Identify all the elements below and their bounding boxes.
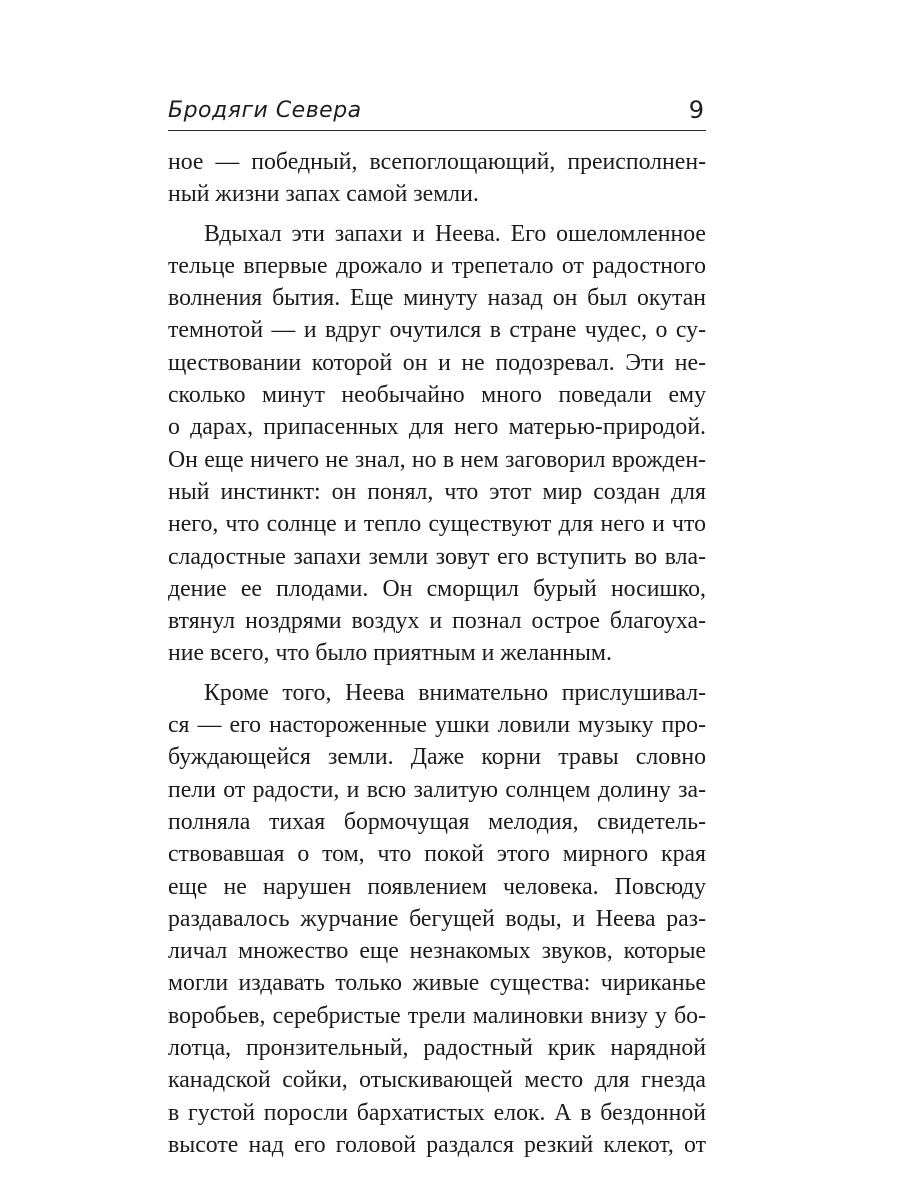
- text-line: раздавалось журчание бегущей воды, и Неева раз-: [168, 905, 706, 932]
- body-text: [168, 146, 706, 1161]
- text-line: личал множество еще незнакомых звуков, которые: [168, 938, 706, 965]
- text-line: о дарах, припасенных для него матерью-природой.: [168, 414, 706, 441]
- text-line: Он еще ничего не знал, но в нем заговорил врожден-: [168, 446, 706, 473]
- text-line: ся — его настороженные ушки ловили музыку про-: [168, 712, 706, 739]
- text-line: ный жизни запах самой земли.: [168, 181, 479, 208]
- text-line: ный инстинкт: он понял, что этот мир создан для: [168, 478, 706, 505]
- text-line: Вдыхал эти запахи и Неева. Его ошеломленное: [204, 220, 706, 247]
- text-line: высоте над его головой раздался резкий клекот, от: [168, 1131, 706, 1158]
- text-line: ществовании которой он и не подозревал. Эти не-: [168, 349, 706, 376]
- running-title: Бродяги Севера: [168, 98, 362, 123]
- paragraph-gap: [168, 670, 706, 677]
- text-line: в густой поросли бархатистых елок. А в бездонной: [168, 1099, 706, 1126]
- text-line: еще не нарушен появлением человека. Повсюду: [168, 873, 706, 900]
- text-line: ствовавшая о том, что покой этого мирного края: [168, 841, 706, 868]
- text-line: дение ее плодами. Он сморщил бурый носишко,: [168, 575, 706, 602]
- running-head: [168, 96, 706, 131]
- text-line: сладостные запахи земли зовут его вступить во вла-: [168, 543, 706, 570]
- text-line: ное — победный, всепоглощающий, преисполнен-: [168, 149, 706, 175]
- text-line: лотца, пронзительный, радостный крик нарядной: [168, 1035, 706, 1062]
- text-line: тельце впервые дрожало и трепетало от радостного: [168, 252, 706, 279]
- text-line: полняла тихая бормочущая мелодия, свидетель-: [168, 808, 706, 835]
- paragraph-gap: [168, 211, 706, 218]
- text-line: сколько минут необычайно много поведали ему: [168, 382, 706, 409]
- text-line: втянул ноздрями воздух и познал острое благоуха-: [168, 608, 706, 635]
- text-line: канадской сойки, отыскивающей место для гнезда: [168, 1067, 706, 1094]
- text-line: буждающейся земли. Даже корни травы словно: [168, 744, 706, 771]
- page-number: 9: [688, 96, 704, 124]
- text-line: могли издавать только живые существа: чириканье: [168, 970, 706, 997]
- text-line: темнотой — и вдруг очутился в стране чудес, о су-: [168, 317, 706, 344]
- text-line: волнения бытия. Еще минуту назад он был окутан: [168, 285, 706, 312]
- text-line: него, что солнце и тепло существуют для него и что: [168, 511, 706, 538]
- text-line: пели от радости, и всю залитую солнцем долину за-: [168, 776, 706, 803]
- text-line: воробьев, серебристые трели малиновки внизу у бо-: [168, 1002, 706, 1029]
- text-line: ние всего, что было приятным и желанным.: [168, 640, 612, 667]
- text-line: Кроме того, Неева внимательно прислушивал-: [204, 679, 706, 706]
